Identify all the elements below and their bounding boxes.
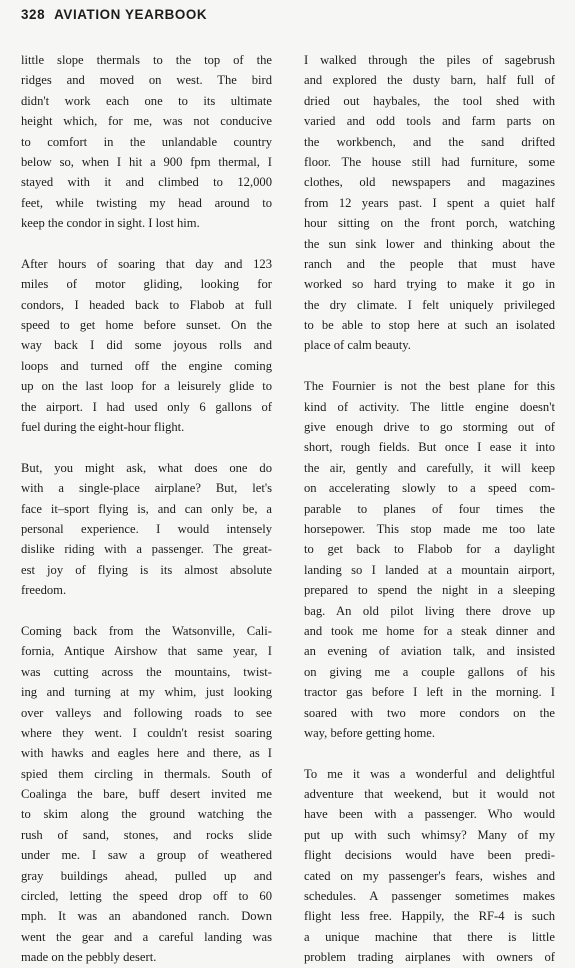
text-line: to get back to Flabob for a daylight bbox=[304, 542, 555, 557]
text-line: way back I did some joyous rolls and bbox=[21, 338, 272, 353]
text-line: was cutting across the mountains, twist- bbox=[21, 664, 272, 679]
left-column bbox=[21, 50, 272, 968]
text-line: speed to get home before sunset. On the bbox=[21, 318, 272, 333]
text-line: flight less free. Happily, the RF-4 is such bbox=[304, 909, 555, 924]
text-line: The Fournier is not the best plane for this bbox=[304, 379, 555, 394]
text-line: stayed with it and climbed to 12,000 bbox=[21, 175, 272, 190]
text-line: on accelerating slowly to a speed com- bbox=[304, 481, 555, 496]
text-line: rush of sand, stones, and rocks slide bbox=[21, 827, 272, 842]
text-line: an evening of aviation talk, and insisted bbox=[304, 644, 555, 659]
text-line: the sun sink lower and thinking about the bbox=[304, 236, 555, 251]
text-line: short, rough fields. But once I ease it into bbox=[304, 440, 555, 455]
running-header bbox=[21, 7, 207, 22]
text-line: on giving me a couple gallons of his bbox=[304, 664, 555, 679]
text-line: varied and odd tools and farm parts on bbox=[304, 114, 555, 129]
text-line: dislike riding with a passenger. The great- bbox=[21, 542, 272, 557]
text-line: give enough drive to go storming out of bbox=[304, 420, 555, 435]
text-line: tractor gas before I left in the morning. I bbox=[304, 685, 555, 700]
paragraph bbox=[304, 376, 555, 743]
text-line: hour sitting on the front porch, watching bbox=[304, 216, 555, 231]
text-line: loops and turned off the engine coming bbox=[21, 358, 272, 373]
text-line: personal experience. I would intensely bbox=[21, 521, 272, 536]
text-line: est joy of flying is its almost absolute bbox=[21, 562, 272, 577]
text-line: After hours of soaring that day and 123 bbox=[21, 256, 272, 271]
text-line: flight decisions would have been predi- bbox=[304, 848, 555, 863]
text-line: a unique machine that there is little bbox=[304, 929, 555, 944]
text-line: I walked through the piles of sagebrush bbox=[304, 53, 555, 67]
text-line: clothes, old newspapers and magazines bbox=[304, 175, 555, 190]
text-line: freedom. bbox=[21, 583, 67, 598]
text-line: adventure that weekend, but it would not bbox=[304, 787, 555, 802]
text-line: circled, letting the speed drop off to 60 bbox=[21, 889, 272, 904]
text-line: bag. An old pilot living there drove up bbox=[304, 603, 555, 618]
text-line: the airport. I had used only 6 gallons of bbox=[21, 399, 272, 414]
right-column bbox=[304, 50, 555, 968]
text-line: place of calm beauty. bbox=[304, 338, 411, 353]
text-line: face it–sport flying is, and can only be, a bbox=[21, 501, 272, 516]
text-line: have been with a passenger. Who would bbox=[304, 807, 555, 822]
text-line: condors, I headed back to Flabob at full bbox=[21, 297, 272, 312]
page-number: 328 bbox=[21, 7, 46, 22]
text-line: from 12 years past. I spent a quiet half bbox=[304, 195, 555, 210]
paragraph bbox=[21, 254, 272, 438]
text-line: problem trading airplanes with owners of bbox=[304, 950, 555, 965]
text-line: the workbench, and the sand drifted bbox=[304, 134, 555, 149]
text-line: keep the condor in sight. I lost him. bbox=[21, 216, 200, 231]
paragraph bbox=[304, 764, 555, 968]
text-line: fuel during the eight-hour flight. bbox=[21, 420, 185, 435]
text-line: dried out haybales, the tool shed with bbox=[304, 93, 555, 108]
text-line: height which, for me, was not conducive bbox=[21, 114, 272, 129]
text-line: ridges and moved on west. The bird bbox=[21, 73, 272, 88]
text-line: under me. I saw a group of weathered bbox=[21, 848, 272, 863]
text-line: didn't work each one to its ultimate bbox=[21, 93, 272, 108]
text-line: below so, when I hit a 900 fpm thermal, I bbox=[21, 154, 272, 169]
paragraph bbox=[21, 621, 272, 968]
text-line: miles of motor gliding, looking for bbox=[21, 277, 272, 292]
text-line: with hawks and eagles here and there, as I bbox=[21, 746, 272, 761]
text-line: landing so I landed at a mountain airport, bbox=[304, 562, 555, 577]
text-line: with a single-place airplane? But, let's bbox=[21, 481, 272, 496]
text-line: spied them circling in thermals. South of bbox=[21, 766, 272, 781]
text-line: But, you might ask, what does one do bbox=[21, 460, 272, 475]
text-line: ing and turning at my whim, just looking bbox=[21, 685, 272, 700]
text-line: up on the last loop for a leisurely glide to bbox=[21, 379, 272, 394]
text-line: the dry climate. I felt uniquely privileged bbox=[304, 297, 555, 312]
text-line: made on the pebbly desert. bbox=[21, 950, 157, 965]
paragraph bbox=[304, 50, 555, 356]
text-line: cated on my passenger's fears, wishes and bbox=[304, 868, 555, 883]
text-line: ranch and the people that must have bbox=[304, 256, 555, 271]
text-line: horsepower. This stop made me too late bbox=[304, 521, 555, 536]
paragraph bbox=[21, 458, 272, 601]
text-line: Coalinga the bare, buff desert invited me bbox=[21, 787, 272, 802]
text-line: and explored the dusty barn, half full of bbox=[304, 73, 555, 88]
text-line: to skim along the ground watching the bbox=[21, 807, 272, 822]
text-line: gray buildings ahead, pulled up and bbox=[21, 868, 272, 883]
text-line: where they went. I couldn't resist soaring bbox=[21, 725, 272, 740]
text-line: put up with such whimsy? Many of my bbox=[304, 827, 555, 842]
text-line: Coming back from the Watsonville, Cali- bbox=[21, 623, 272, 638]
text-line: the air, gently and carefully, it will keep bbox=[304, 460, 555, 475]
text-line: kind of activity. The little engine doesn't bbox=[304, 399, 555, 414]
text-line: prepared to spend the night in a sleeping bbox=[304, 583, 555, 598]
text-line: fornia, Antique Airshow that same year, I bbox=[21, 644, 272, 659]
text-line: floor. The house still had furniture, some bbox=[304, 154, 555, 169]
text-line: parable to planes of four times the bbox=[304, 501, 555, 516]
text-line: feet, while twisting my head around to bbox=[21, 195, 272, 210]
book-title: AVIATION YEARBOOK bbox=[54, 7, 208, 22]
text-line: soared with two more condors on the bbox=[304, 705, 555, 720]
text-line: little slope thermals to the top of the bbox=[21, 53, 272, 67]
paragraph bbox=[21, 50, 272, 234]
text-line: schedules. A passenger sometimes makes bbox=[304, 889, 555, 904]
text-line: and took me home for a steak dinner and bbox=[304, 623, 555, 638]
text-line: mph. It was an abandoned ranch. Down bbox=[21, 909, 272, 924]
text-line: went the gear and a careful landing was bbox=[21, 929, 272, 944]
text-line: way, before getting home. bbox=[304, 725, 436, 740]
text-line: to comfort in the unlandable country bbox=[21, 134, 272, 149]
text-line: worked so hard trying to make it go in bbox=[304, 277, 555, 292]
text-line: to be able to stop here at such an isolated bbox=[304, 318, 555, 333]
text-line: over valleys and following roads to see bbox=[21, 705, 272, 720]
text-line: To me it was a wonderful and delightful bbox=[304, 766, 555, 781]
